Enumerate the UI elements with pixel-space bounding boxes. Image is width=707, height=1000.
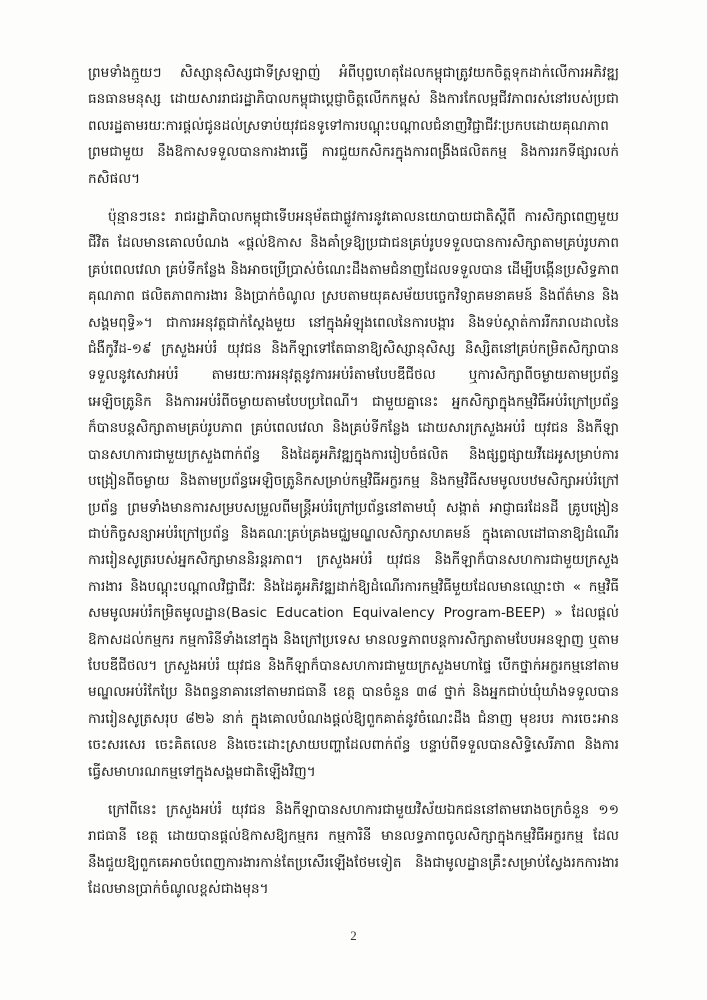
paragraph-2: ប៉ុន្មានៗនេះ រាជរដ្ឋាភិបាលកម្ពុជាទើបអនុម័តជាផ្លូវការនូវគោលនយោបាយជាតិស្ដីពី ការសិក្សាពេញមួយជីវិត ដែលមានគោលបំណង «ផ្ដល់ឱកាស និងគាំទ្រឱ្យប្រជាជនគ្រប់រូបទទួលបានការសិក្សាតាមគ្រប់រូបភាព គ្រប់ពេលវេលា គ្រប់ទីកន្លែង និងអាចប្រើប្រាស់ចំណេះដឹងតាមជំនាញដែលទទួលបាន ដើម្បីបង្កើនប្រសិទ្ធភាព គុណភាព ផលិតភាពការងារ និងប្រាក់ចំណូល ស្របតាមយុគសម័យបច្ចេកវិទ្យាគមនាគមន៍ និងព័ត៌មាន និងសង្គមពុទ្ធិ»។ ជាការអនុវត្តជាក់ស្ដែងមួយ នៅក្នុងអំឡុងពេលនៃការបង្ការ និងទប់ស្កាត់ការរីករាលដាលនៃជំងឺកូវីដ-១៩ ក្រសួងអប់រំ យុវជន និងកីឡាទៅតែធានាឱ្យសិស្សានុសិស្ស និស្សិតនៅគ្រប់កម្រិតសិក្សាបានទទួលនូវសេវាអប់រំ តាមរយៈការអនុវត្តនូវការអប់រំតាមបែបឌីជីថល ឬការសិក្សាពីចម្ងាយតាមប្រព័ន្ធអេឡិចត្រូនិក និងការអប់រំពីចម្ងាយតាមបែបប្រពៃណី។ ជាមួយគ្នានេះ អ្នកសិក្សាក្នុងកម្មវិធីអប់រំក្រៅប្រព័ន្ធក៏បានបន្តសិក្សាតាមគ្រប់រូបភាព គ្រប់ពេលវេលា និងគ្រប់ទីកន្លែង ដោយសារក្រសួងអប់រំ យុវជន និងកីឡាបានសហការជាមួយក្រសួងពាក់ព័ន្ធ និងដៃគូអភិវឌ្ឍក្នុងការរៀបចំផលិត និងផ្សព្វផ្សាយវីដេអូសម្រាប់ការបង្រៀនពីចម្ងាយ និងតាមប្រព័ន្ធអេឡិចត្រូនិកសម្រាប់កម្មវិធីអក្ខរកម្ម និងកម្មវិធីសមមូលបឋមសិក្សាអប់រំក្រៅប្រព័ន្ធ ព្រមទាំងមានការសម្របសម្រួលពីមន្ត្រីអប់រំក្រៅប្រព័ន្ធនៅតាមឃុំ សង្កាត់ អាជ្ញាធរដែនដី គ្រូបង្រៀនជាប់កិច្ចសន្យាអប់រំក្រៅប្រព័ន្ធ និងគណៈគ្រប់គ្រងមជ្ឈមណ្ឌលសិក្សាសហគមន៍ ក្នុងគោលដៅធានាឱ្យដំណើរការរៀនសូត្ររបស់អ្នកសិក្សាមាននិរន្តរភាព។ ក្រសួងអប់រំ យុវជន និងកីឡាក៏បានសហការជាមួយក្រសួងការងារ និងបណ្ដុះបណ្ដាលវិជ្ជាជីវៈ និងដៃគូអភិវឌ្ឍដាក់ឱ្យដំណើរការកម្មវិធីមួយដែលមានឈ្មោះថា « កម្មវិធីសមមូលអប់រំកម្រិតមូលដ្ឋាន(Basic Education Equivalency Program-BEEP) » ដែលផ្ដល់ឱកាសដល់កម្មករ កម្មការិនីទាំងនៅក្នុង និងក្រៅប្រទេស មានលទ្ធភាពបន្តការសិក្សាតាមបែបអនឡាញ ឬតាមបែបឌីជីថល។ ក្រសួងអប់រំ យុវជន និងកីឡាក៏បានសហការជាមួយក្រសួងមហាផ្ទៃ បើកថ្នាក់អក្ខរកម្មនៅតាមមណ្ឌលអប់រំកែប្រែ និងពន្ធនាគារនៅតាមរាជធានី ខេត្ត បានចំនួន ៣៨ ថ្នាក់ និងអ្នកជាប់ឃុំឃាំងទទួលបានការរៀនសូត្រសរុប ៨២៦ នាក់ ក្នុងគោលបំណងផ្ដល់ឱ្យពួកគាត់នូវចំណេះដឹង ជំនាញ មុខរបរ ការចេះអាន ចេះសរសេរ ចេះគិតលេខ និងចេះដោះស្រាយបញ្ហាដែលពាក់ព័ន្ធ បន្ទាប់ពីទទួលបានសិទ្ធិសេរីភាព និងការធ្វើសមាហរណកម្មទៅក្នុងសង្គមជាតិឡើងវិញ។ bbox=[88, 209, 619, 780]
paragraph-1: ព្រមទាំងក្មួយៗ សិស្សានុសិស្សជាទីស្រឡាញ់ អំពីបុព្វហេតុដែលកម្ពុជាត្រូវយកចិត្តទុកដាក់លើការអភិវឌ្ឍធនធានមនុស្ស ដោយសាររាជរដ្ឋាភិបាលកម្ពុជាប្ដេជ្ញាចិត្តលើកកម្ពស់ និងការកែលម្អជីវភាពរស់នៅរបស់ប្រជាពលរដ្ឋតាមរយៈការផ្ដល់ជូនដល់ស្រទាប់យុវជនទូទៅការបណ្ដុះបណ្ដាលជំនាញវិជ្ជាជីវៈប្រកបដោយគុណភាព ព្រមជាមួយ នឹងឱកាសទទួលបានការងារធ្វើ ការជួយកសិករក្នុងការពង្រីងផលិតកម្ម និងការរកទីផ្សារលក់កសិផល។ bbox=[88, 65, 619, 187]
page-number: 2 bbox=[350, 928, 357, 943]
paragraph-3: ក្រៅពីនេះ ក្រសួងអប់រំ យុវជន និងកីឡាបានសហការជាមួយវិស័យឯកជននៅតាមរោងចក្រចំនួន ១១ រាជធានី ខេត្ត ដោយបានផ្ដល់ឱកាសឱ្យកម្មករ កម្មការិនី មានលទ្ធភាពចូលសិក្សាក្នុងកម្មវិធីអក្ខរកម្ម ដែលនឹងជួយឱ្យពួកគេអាចបំពេញការងារកាន់តែប្រសើរឡើងថែមទៀត និងជាមូលដ្ឋានគ្រឹះសម្រាប់ស្វែងរកការងារដែលមានប្រាក់ចំណូលខ្ពស់ជាងមុន។ bbox=[88, 801, 619, 898]
